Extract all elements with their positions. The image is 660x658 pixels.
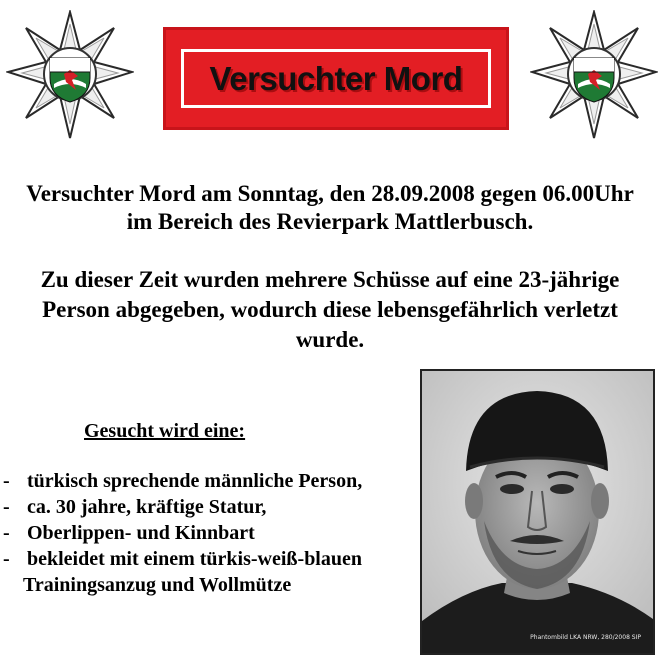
intro-line-2: im Bereich des Revierpark Mattlerbusch.: [126, 209, 534, 234]
police-star-emblem-right: [530, 10, 658, 148]
list-item: [0, 546, 420, 572]
feature-text: ca. 30 jahre, kräftige Statur,: [27, 496, 267, 518]
title-banner-frame: [181, 49, 491, 108]
description-line-3: wurde.: [295, 327, 365, 352]
description-line-1: Zu dieser Zeit wurden mehrere Schüsse auf eine 23-jährige: [40, 267, 620, 292]
wanted-heading: Gesucht wird eine:: [84, 420, 246, 442]
bullet-dash: -: [3, 522, 10, 544]
phantom-image: [420, 369, 655, 655]
police-star-emblem-left: [6, 10, 134, 148]
list-item: [0, 468, 420, 494]
feature-text: Oberlippen- und Kinnbart: [27, 522, 255, 544]
feature-text: türkisch sprechende männliche Person,: [27, 470, 363, 492]
description-line-2: Person abgegeben, wodurch diese lebensgefährlich verletzt: [42, 297, 618, 322]
feature-text: bekleidet mit einem türkis-weiß-blauen: [27, 548, 362, 570]
incident-intro: [0, 180, 660, 236]
title-banner: [163, 27, 509, 130]
bullet-dash: -: [3, 470, 10, 492]
list-item: [0, 520, 420, 546]
feature-text: Trainingsanzug und Wollmütze: [23, 574, 292, 596]
intro-line-1: Versuchter Mord am Sonntag, den 28.09.2008 gegen 06.00Uhr: [26, 181, 634, 206]
incident-description: [0, 265, 660, 355]
bullet-dash: -: [3, 496, 10, 518]
bullet-dash: -: [3, 548, 10, 570]
suspect-features-list: [0, 468, 420, 598]
photo-credit: Phantombild LKA NRW, 280/2008 SIP: [530, 634, 641, 641]
list-item: [0, 494, 420, 520]
list-item-continuation: [0, 572, 420, 598]
banner-title: Versuchter Mord: [209, 59, 463, 97]
phantom-face-illustration: [422, 371, 653, 653]
